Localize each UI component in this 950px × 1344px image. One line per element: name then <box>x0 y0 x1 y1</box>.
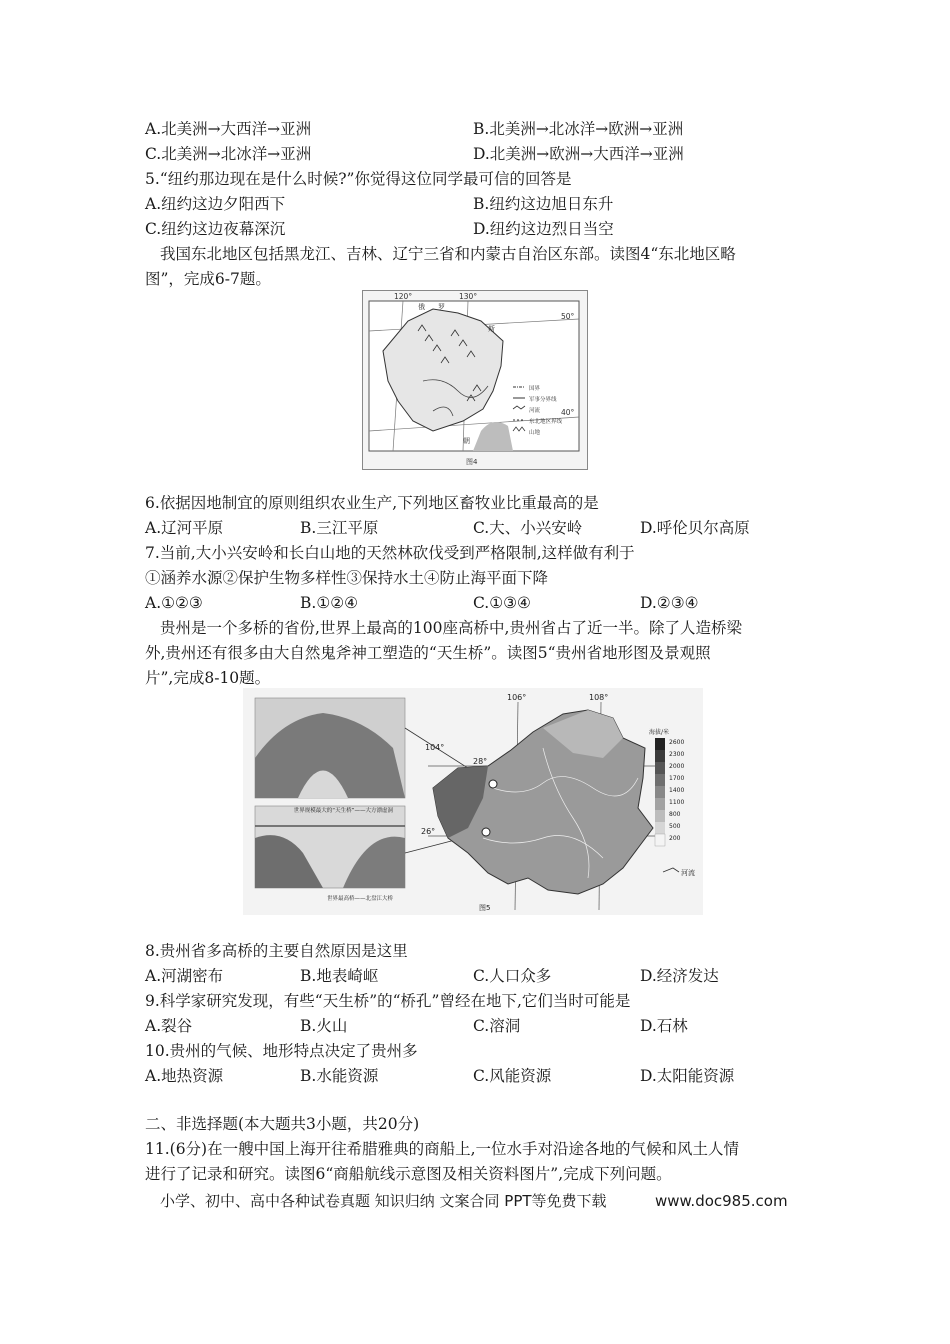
q5-option-d: D.纽约这边烈日当空 <box>473 220 614 238</box>
fig4-place-e: 俄 <box>418 303 425 311</box>
fig4-place-luo: 罗 <box>438 303 445 311</box>
q5-option-c: C.纽约这边夜幕深沉 <box>145 220 286 238</box>
footer-text: 小学、初中、高中各种试卷真题 知识归纳 文案合同 PPT等免费下载 <box>160 1192 607 1210</box>
fig5-elev-1400: 1400 <box>669 787 685 794</box>
fig5-lon-106: 106° <box>507 693 527 702</box>
q4-option-d: D.北美洲→欧洲→大西洋→亚洲 <box>473 145 684 163</box>
q6-option-c: C.大、小兴安岭 <box>473 519 583 537</box>
q9-option-d: D.石林 <box>640 1017 688 1035</box>
intro-northeast-line1: 我国东北地区包括黑龙江、吉林、辽宁三省和内蒙古自治区东部。读图4“东北地区略 <box>160 245 736 263</box>
q10-option-b: B.水能资源 <box>300 1067 379 1085</box>
figure-5-guizhou-map <box>243 688 703 915</box>
q11-line1: 11.(6分)在一艘中国上海开往希腊雅典的商船上,一位水手对沿途各地的气候和风土人情 <box>145 1140 740 1158</box>
fig4-lat-40: 40° <box>561 408 575 417</box>
q10-option-d: D.太阳能资源 <box>640 1067 735 1085</box>
fig4-lat-50: 50° <box>561 312 575 321</box>
q6-stem: 6.依据因地制宜的原则组织农业生产,下列地区畜牧业比重最高的是 <box>145 494 599 512</box>
q9-option-c: C.溶洞 <box>473 1017 521 1035</box>
fig4-legend-3: 东北地区界线 <box>529 419 563 425</box>
q7-option-c: C.①③④ <box>473 594 531 612</box>
q7-stem: 7.当前,大小兴安岭和长白山地的天然林砍伐受到严格限制,这样做有利于 <box>145 544 635 562</box>
fig4-lon-130: 130° <box>459 292 478 301</box>
q9-stem: 9.科学家研究发现，有些“天生桥”的“桥孔”曾经在地下,它们当时可能是 <box>145 992 631 1010</box>
intro-guizhou-line1: 贵州是一个多桥的省份,世界上最高的100座高桥中,贵州省占了近一半。除了人造桥梁 <box>160 619 742 637</box>
fig5-elev-2600: 2600 <box>669 739 685 746</box>
q8-option-d: D.经济发达 <box>640 967 719 985</box>
fig4-legend-2: 河流 <box>529 408 541 414</box>
figure-4-northeast-map <box>362 290 588 470</box>
fig5-elev-1100: 1100 <box>669 799 685 806</box>
fig5-elev-800: 800 <box>669 811 681 818</box>
q7-option-a: A.①②③ <box>145 594 203 612</box>
q7-items: ①涵养水源②保护生物多样性③保持水土④防止海平面下降 <box>145 569 549 587</box>
fig4-legend-4: 山地 <box>529 430 541 436</box>
fig5-lat-26: 26° <box>421 827 436 836</box>
q6-option-b: B.三江平原 <box>300 519 379 537</box>
q11-line2: 进行了记录和研究。读图6“商船航线示意图及相关资料图片”,完成下列问题。 <box>145 1165 672 1183</box>
fig4-legend-0: 国界 <box>529 386 541 392</box>
q10-stem: 10.贵州的气候、地形特点决定了贵州多 <box>145 1042 418 1060</box>
intro-northeast-line2: 图”，完成6-7题。 <box>145 270 271 288</box>
section2-title: 二、非选择题(本大题共3小题，共20分) <box>145 1115 420 1133</box>
q5-option-a: A.纽约这边夕阳西下 <box>145 195 286 213</box>
q7-option-d: D.②③④ <box>640 594 699 612</box>
fig5-elev-1700: 1700 <box>669 775 685 782</box>
q8-option-c: C.人口众多 <box>473 967 552 985</box>
q7-option-b: B.①②④ <box>300 594 359 612</box>
fig4-lon-120: 120° <box>394 292 413 301</box>
q4-option-b: B.北美洲→北冰洋→欧洲→亚洲 <box>473 120 684 138</box>
fig5-elev-2000: 2000 <box>669 763 685 770</box>
intro-guizhou-line2: 外,贵州还有很多由大自然鬼斧神工塑造的“天生桥”。读图5“贵州省地形图及景观照 <box>145 644 711 662</box>
fig4-place-chao: 朝 <box>463 437 470 445</box>
q4-option-a: A.北美洲→大西洋→亚洲 <box>145 120 312 138</box>
fig5-lon-104: 104° <box>425 743 445 752</box>
fig4-legend-1: 军事分界线 <box>529 397 557 403</box>
q8-stem: 8.贵州省多高桥的主要自然原因是这里 <box>145 942 408 960</box>
fig5-elev-200: 200 <box>669 835 681 842</box>
footer-site: www.doc985.com <box>655 1192 788 1210</box>
fig4-place-si: 斯 <box>488 325 495 333</box>
photo1-caption: 世界规模最大的“天生桥”——大方漂虚洞 <box>293 808 393 814</box>
q6-option-a: A.辽河平原 <box>145 519 224 537</box>
northeast-map-drawing <box>363 291 587 469</box>
q5-option-b: B.纽约这边旭日东升 <box>473 195 614 213</box>
fig5-elev-500: 500 <box>669 823 681 830</box>
q4-option-c: C.北美洲→北冰洋→亚洲 <box>145 145 312 163</box>
fig5-caption: 图5 <box>479 904 491 912</box>
guizhou-map-drawing <box>243 688 703 915</box>
fig5-lon-108: 108° <box>589 693 609 702</box>
q6-option-d: D.呼伦贝尔高原 <box>640 519 750 537</box>
fig5-elev-2300: 2300 <box>669 751 685 758</box>
photo2-caption: 世界最高桥——北盘江大桥 <box>326 896 393 902</box>
q10-option-a: A.地热资源 <box>145 1067 224 1085</box>
q9-option-b: B.火山 <box>300 1017 348 1035</box>
q8-option-a: A.河湖密布 <box>145 967 224 985</box>
fig5-lat-28: 28° <box>473 757 488 766</box>
fig4-caption: 图4 <box>466 458 478 466</box>
q9-option-a: A.裂谷 <box>145 1017 193 1035</box>
q5-stem: 5.“纽约那边现在是什么时候?”你觉得这位同学最可信的回答是 <box>145 170 572 188</box>
q8-option-b: B.地表崎岖 <box>300 967 379 985</box>
fig5-river-label: 河流 <box>681 869 695 877</box>
q10-option-c: C.风能资源 <box>473 1067 552 1085</box>
intro-guizhou-line3: 片”,完成8-10题。 <box>145 669 271 687</box>
fig5-legend-title: 海拔/米 <box>649 729 670 736</box>
